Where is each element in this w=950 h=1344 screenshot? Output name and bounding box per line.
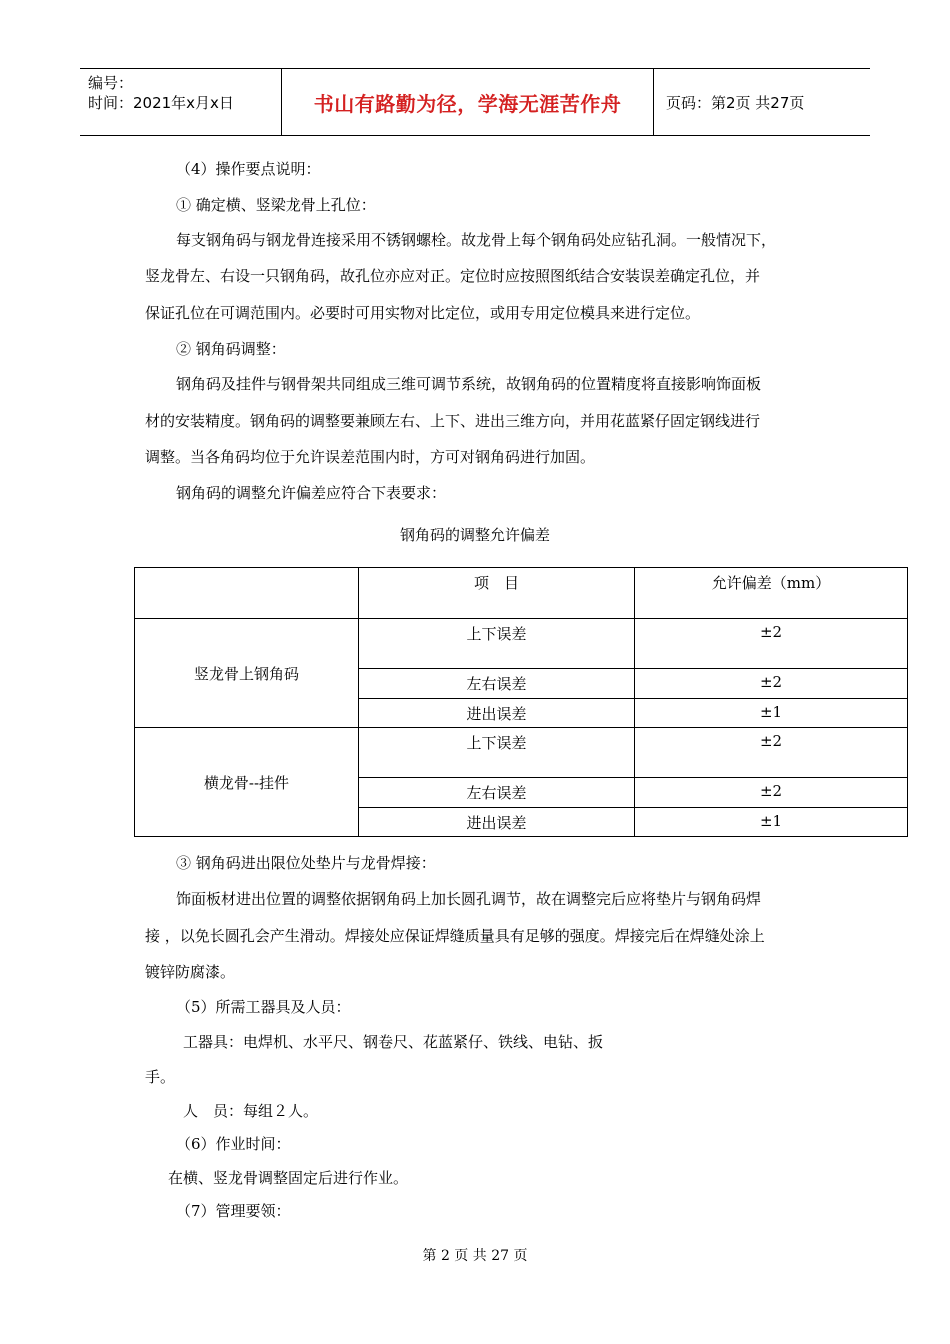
section-7-heading: （7）管理要领： xyxy=(176,1202,291,1220)
item-cell: 上下误差 xyxy=(359,619,635,669)
header-motto: 书山有路勤为径，学海无涯苦作舟 xyxy=(313,91,622,116)
table-caption: 钢角码的调整允许偏差 xyxy=(399,526,550,544)
page-header xyxy=(80,68,870,136)
deviation-table xyxy=(134,567,908,837)
paragraph-line: 调整。当各角码均位于允许误差范围内时，方可对钢角码进行加固。 xyxy=(145,448,596,466)
paragraph-line: 人 员：每组２人。 xyxy=(183,1102,319,1120)
header-time: 时间：2021年x月x日 xyxy=(88,94,234,112)
header-meta xyxy=(80,69,282,135)
paragraph-line: 竖龙骨左、右设一只钢角码，故孔位亦应对正。定位时应按照图纸结合安装误差确定孔位，并 xyxy=(145,267,761,285)
table-row xyxy=(135,728,908,778)
item-cell: 左右误差 xyxy=(359,778,635,808)
section-6-heading: （6）作业时间： xyxy=(176,1135,291,1153)
deviation-cell: ±2 xyxy=(635,728,908,778)
deviation-cell: ±2 xyxy=(635,619,908,669)
header-page-info: 页码：第2页 共27页 xyxy=(666,93,805,112)
paragraph-line: 材的安装精度。钢角码的调整要兼顾左右、上下、进出三维方向，并用花蓝紧仔固定钢线进行 xyxy=(145,412,761,430)
deviation-cell: ±1 xyxy=(635,699,908,728)
step-3-heading: ③ 钢角码进出限位处垫片与龙骨焊接： xyxy=(176,854,436,872)
table-header-item: 项 目 xyxy=(359,568,635,619)
header-motto-cell xyxy=(282,69,654,135)
section-5-heading: （5）所需工器具及人员： xyxy=(176,998,351,1016)
paragraph-line: 钢角码的调整允许偏差应符合下表要求： xyxy=(176,484,447,502)
table-header-row xyxy=(135,568,908,619)
item-cell: 进出误差 xyxy=(359,808,635,837)
paragraph-line: 每支钢角码与钢龙骨连接采用不锈钢螺栓。故龙骨上每个钢角码处应钻孔洞。一般情况下， xyxy=(176,231,777,249)
table-row xyxy=(135,619,908,669)
header-number: 编号： xyxy=(88,74,134,92)
table-header-deviation: 允许偏差（mm） xyxy=(635,568,908,619)
step-1-heading: ① 确定横、竖梁龙骨上孔位： xyxy=(176,196,376,214)
paragraph-line: 手。 xyxy=(145,1068,176,1086)
paragraph-line: 在横、竖龙骨调整固定后进行作业。 xyxy=(168,1169,409,1187)
item-cell: 左右误差 xyxy=(359,669,635,699)
page-footer: 第 2 页 共 27 页 xyxy=(422,1248,528,1264)
step-2-heading: ② 钢角码调整： xyxy=(176,340,286,358)
paragraph-line: 饰面板材进出位置的调整依据钢角码上加长圆孔调节，故在调整完后应将垫片与钢角码焊 xyxy=(176,890,762,908)
table-header-empty xyxy=(135,568,359,619)
item-cell: 上下误差 xyxy=(359,728,635,778)
paragraph-line: 接 ，以免长圆孔会产生滑动。焊接处应保证焊缝质量具有足够的强度。焊接完后在焊缝处涂上 xyxy=(145,927,765,945)
paragraph-line: 钢角码及挂件与钢骨架共同组成三维可调节系统，故钢角码的位置精度将直接影响饰面板 xyxy=(176,375,762,393)
group-name: 竖龙骨上钢角码 xyxy=(135,619,359,728)
section-4-heading: （4）操作要点说明： xyxy=(176,160,321,178)
deviation-cell: ±2 xyxy=(635,669,908,699)
deviation-cell: ±2 xyxy=(635,778,908,808)
item-cell: 进出误差 xyxy=(359,699,635,728)
group-name: 横龙骨--挂件 xyxy=(135,728,359,837)
paragraph-line: 工器具：电焊机、水平尺、钢卷尺、花蓝紧仔、铁线、电钻、扳 xyxy=(183,1033,604,1051)
paragraph-line: 保证孔位在可调范围内。必要时可用实物对比定位，或用专用定位模具来进行定位。 xyxy=(145,304,701,322)
deviation-cell: ±1 xyxy=(635,808,908,837)
paragraph-line: 镀锌防腐漆。 xyxy=(145,963,236,981)
